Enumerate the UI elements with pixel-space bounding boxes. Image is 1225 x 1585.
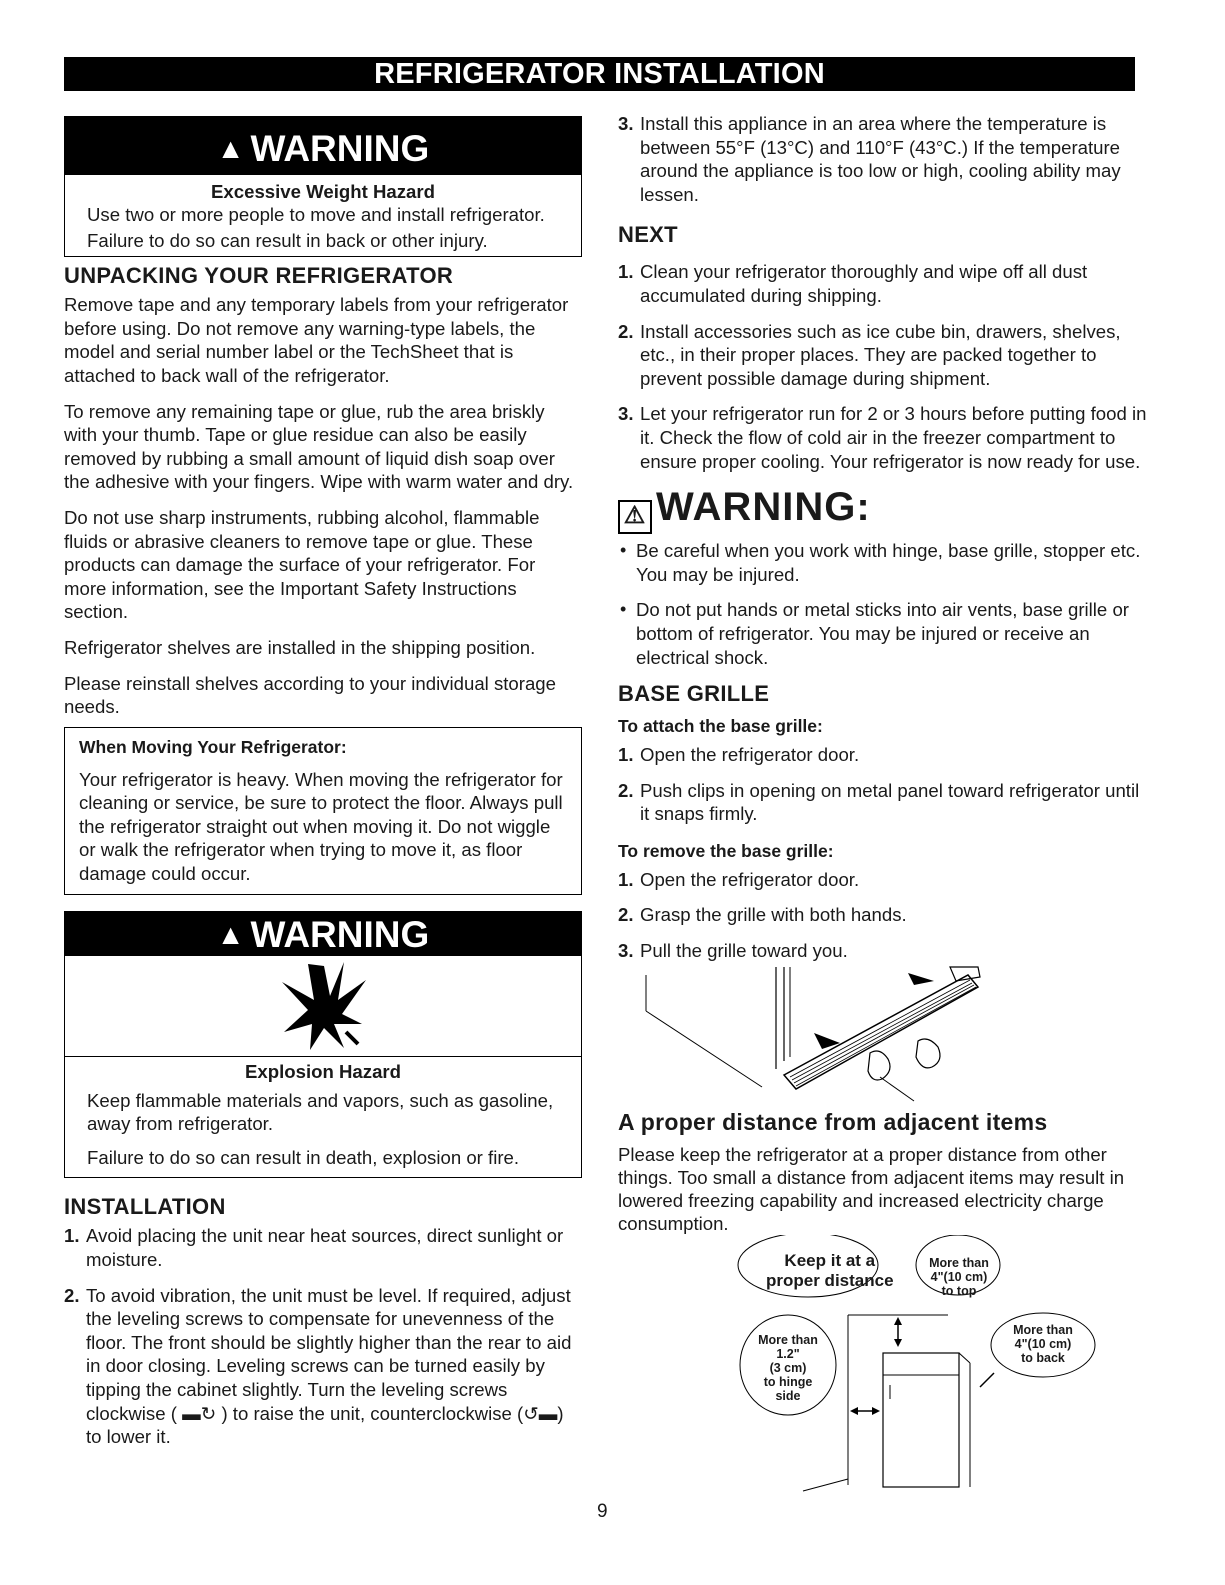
warning-line: Failure to do so can result in death, explosion or fire. [87, 1146, 520, 1168]
list-text: Let your refrigerator run for 2 or 3 hours before putting food in it. Check the flow of cold air in the freezer compartment to ensure proper cooling. Your refrigerator is now ready for use. [640, 403, 1147, 472]
warning-title: WARNING [250, 913, 430, 955]
distance-illustration [618, 1235, 1148, 1497]
warning-title: WARNING [250, 128, 430, 169]
list-number: 1. [64, 1225, 80, 1247]
list-item [618, 743, 1148, 767]
list-text: Open the refrigerator door. [640, 744, 860, 766]
section-heading-installation: INSTALLATION [64, 1194, 226, 1220]
warning-heading: ⚠ WARNING: [618, 485, 1148, 531]
warning-header [65, 912, 581, 956]
bullet-text: Do not put hands or metal sticks into air vents, base grille or bottom of refrigerator. You may be injured or receive an electrical shock. [636, 599, 1129, 668]
right-column [618, 112, 1148, 1497]
page-title: REFRIGERATOR INSTALLATION [64, 57, 1135, 91]
bullet-item [618, 539, 1148, 586]
list-text: Install accessories such as ice cube bin, drawers, shelves, etc., in their proper places. They are packed together to prevent possible damage during shipment. [640, 320, 1121, 389]
list-text: Grasp the grille with both hands. [640, 904, 907, 926]
section-heading-next: NEXT [618, 222, 678, 248]
list-item [618, 903, 1148, 927]
list-item [618, 939, 1148, 963]
paragraph: Do not use sharp instruments, rubbing alcohol, flammable fluids or abrasive cleaners to remove tape or glue. These products can damage the surface of your refrigerator. For more information, see the Important Safety Instructions section. [64, 506, 540, 623]
list-number: 3. [618, 940, 634, 962]
list-text: To avoid vibration, the unit must be level. If required, adjust the leveling screws to compensate for unevenness of the floor. The front should be slightly higher than the rear to aid in door closing. Leveling screws can be turned easily by tipping the cabinet slightly. Turn the leveling screws clockwise ( ▬↻ ) to raise the unit, counterclockwise (↺▬) to lower it. [86, 1284, 572, 1448]
list-number: 1. [618, 261, 634, 283]
warning-line: Keep flammable materials and vapors, such as gasoline, away from refrigerator. [87, 1089, 554, 1135]
list-number: 2. [64, 1284, 80, 1306]
list-number: 3. [618, 113, 634, 134]
bullet-icon: • [620, 599, 627, 620]
hazard-title: Excessive Weight Hazard [211, 181, 435, 202]
list-item [618, 260, 1148, 307]
warning-triangle-icon: ⚠ [618, 500, 652, 534]
list-number: 1. [618, 868, 634, 890]
list-item [64, 1224, 582, 1271]
moving-heading: When Moving Your Refrigerator: [79, 736, 347, 757]
bullet-item [618, 598, 1148, 669]
paragraph: Please reinstall shelves according to your individual storage needs. [64, 672, 556, 718]
list-number: 2. [618, 779, 634, 801]
top-clearance-label: More than 4"(10 cm) to top [929, 1255, 989, 1298]
back-clearance-label: More than 4"(10 cm) to back [1013, 1322, 1073, 1365]
section-heading-unpacking: UNPACKING YOUR REFRIGERATOR [64, 263, 454, 289]
list-text: Pull the grille toward you. [640, 940, 848, 962]
warning-header [65, 117, 581, 175]
weight-warning-box [64, 116, 582, 257]
distance-text: Please keep the refrigerator at a proper distance from other things. Too small a distance from adjacent items may result in lowered freezing capability and increased electricity charge consumption. [618, 1143, 1125, 1234]
subheading-attach: To attach the base grille: [618, 716, 823, 737]
base-grille-illustration [618, 965, 1148, 1105]
keep-distance-label: Keep it at a proper distance [766, 1250, 894, 1290]
list-text: Open the refrigerator door. [640, 868, 860, 890]
list-item [618, 402, 1148, 473]
paragraph: Remove tape and any temporary labels from your refrigerator before using. Do not remove any warning-type labels, the model and serial number label or the TechSheet that is attached to back wall of the refrigerator. [64, 294, 569, 386]
list-item [618, 112, 1148, 206]
side-clearance-label: More than 1.2" (3 cm) to hinge side [758, 1332, 818, 1403]
counterclockwise-icon: ↺▬ [523, 1402, 558, 1424]
moving-text: Your refrigerator is heavy. When moving the refrigerator for cleaning or service, be sure to protect the floor. Always pull the refrigerator straight out when moving it. Do not wiggle or walk the refrigerator when trying to move it, as floor damage could occur. [79, 768, 563, 885]
list-item [618, 320, 1148, 391]
moving-note-box [64, 727, 582, 895]
bullet-text: Be careful when you work with hinge, base grille, stopper etc. You may be injured. [636, 540, 1141, 585]
explosion-warning-box [64, 911, 582, 1179]
list-number: 1. [618, 744, 634, 766]
paragraph: Refrigerator shelves are installed in the shipping position. [64, 636, 536, 658]
explosion-icon [65, 956, 581, 1057]
left-column [64, 112, 582, 1461]
section-heading-distance: A proper distance from adjacent items [618, 1108, 1048, 1135]
list-item [64, 1284, 582, 1449]
warning-line: Use two or more people to move and install refrigerator. [87, 204, 545, 225]
list-number: 2. [618, 904, 634, 926]
subheading-remove: To remove the base grille: [618, 840, 834, 861]
list-item [618, 868, 1148, 892]
page-number: 9 [597, 1501, 608, 1522]
warning-line: Failure to do so can result in back or other injury. [87, 229, 488, 251]
clockwise-icon: ▬↻ [182, 1402, 217, 1424]
warning-triangle-icon: ▲ [216, 133, 245, 164]
list-text: Avoid placing the unit near heat sources, direct sunlight or moisture. [86, 1225, 564, 1271]
list-item [618, 779, 1148, 826]
list-text: Install this appliance in an area where the temperature is between 55°F (13°C) and 110°F (43°C.) If the temperature around the appliance is too low or high, cooling ability may lessen. [640, 113, 1121, 205]
list-number: 3. [618, 403, 634, 425]
section-heading-base-grille: BASE GRILLE [618, 681, 770, 707]
hazard-title: Explosion Hazard [244, 1060, 401, 1082]
list-text: Push clips in opening on metal panel toward refrigerator until it snaps firmly. [640, 779, 1140, 825]
bullet-icon: • [620, 540, 627, 561]
warning-triangle-icon: ▲ [216, 918, 245, 950]
list-number: 2. [618, 320, 634, 342]
paragraph: To remove any remaining tape or glue, rub the area briskly with your thumb. Tape or glue residue can also be easily removed by rubbing a small amount of liquid dish soap over the adhesive with your fingers. Wipe with warm water and dry. [64, 400, 574, 493]
list-text: Clean your refrigerator thoroughly and wipe off all dust accumulated during shipping. [640, 261, 1088, 306]
